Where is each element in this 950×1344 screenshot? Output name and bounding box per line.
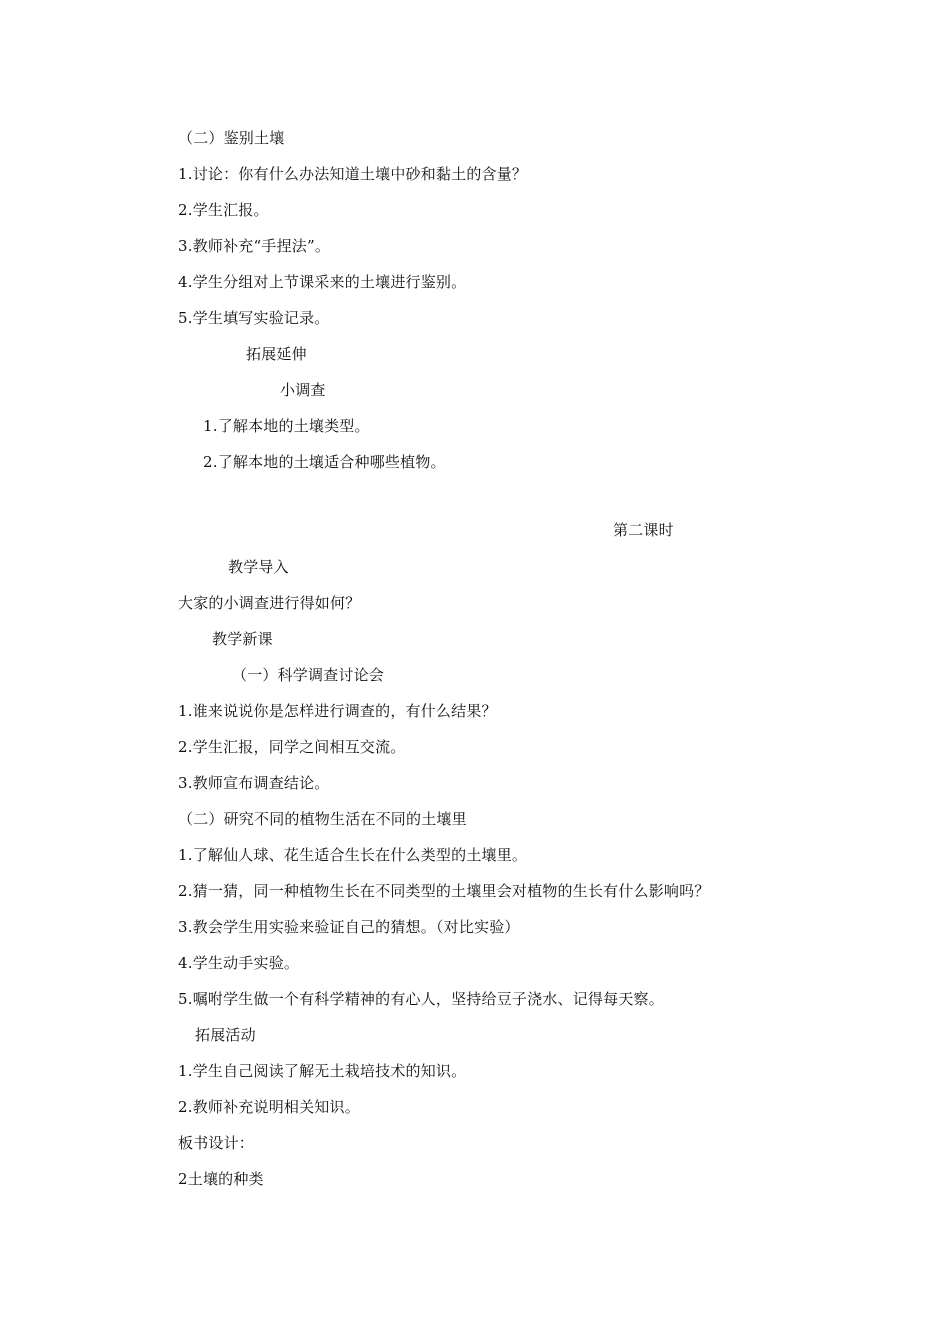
intro-question: 大家的小调查进行得如何？ [178, 594, 361, 612]
plants-step-4: 4.学生动手实验。 [178, 954, 300, 972]
plants-step-2: 2.猜一猜，同一种植物生长在不同类型的土壤里会对植物的生长有什么影响吗？ [178, 882, 710, 900]
board-design-title: 2土壤的种类 [178, 1170, 264, 1188]
survey-item-1: 1.了解本地的土壤类型。 [203, 417, 370, 435]
heading-extension: 拓展延伸 [246, 345, 307, 363]
discussion-step-3: 3.教师宣布调查结论。 [178, 774, 330, 792]
heading-small-survey: 小调查 [280, 381, 326, 399]
step-student-report: 2.学生汇报。 [178, 201, 269, 219]
step-teacher-supplement: 3.教师补充“手捏法”。 [178, 237, 331, 255]
discussion-step-2: 2.学生汇报，同学之间相互交流。 [178, 738, 406, 756]
step-group-identify: 4.学生分组对上节课采来的土壤进行鉴别。 [178, 273, 467, 291]
survey-item-2: 2.了解本地的土壤适合种哪些植物。 [203, 453, 446, 471]
plants-step-1: 1.了解仙人球、花生适合生长在什么类型的土壤里。 [178, 846, 528, 864]
plants-step-5: 5.嘱咐学生做一个有科学精神的有心人，坚持给豆子浇水、记得每天察。 [178, 990, 664, 1008]
heading-lesson-intro: 教学导入 [228, 558, 289, 576]
section-heading-survey-discussion: （一）科学调查讨论会 [232, 666, 385, 684]
discussion-step-1: 1.谁来说说你是怎样进行调查的，有什么结果？ [178, 702, 497, 720]
heading-extension-activity: 拓展活动 [195, 1026, 256, 1044]
section-heading-identify-soil: （二）鉴别土壤 [178, 129, 285, 147]
section-heading-plants-soils: （二）研究不同的植物生活在不同的土壤里 [178, 810, 467, 828]
heading-new-lesson: 教学新课 [212, 630, 273, 648]
step-discussion: 1.讨论：你有什么办法知道土壤中砂和黏土的含量？ [178, 165, 528, 183]
lesson-two-title: 第二课时 [613, 521, 674, 539]
plants-step-3: 3.教会学生用实验来验证自己的猜想。（对比实验） [178, 918, 520, 936]
heading-board-design: 板书设计： [178, 1134, 255, 1152]
activity-step-1: 1.学生自己阅读了解无土栽培技术的知识。 [178, 1062, 467, 1080]
activity-step-2: 2.教师补充说明相关知识。 [178, 1098, 360, 1116]
step-fill-record: 5.学生填写实验记录。 [178, 309, 330, 327]
